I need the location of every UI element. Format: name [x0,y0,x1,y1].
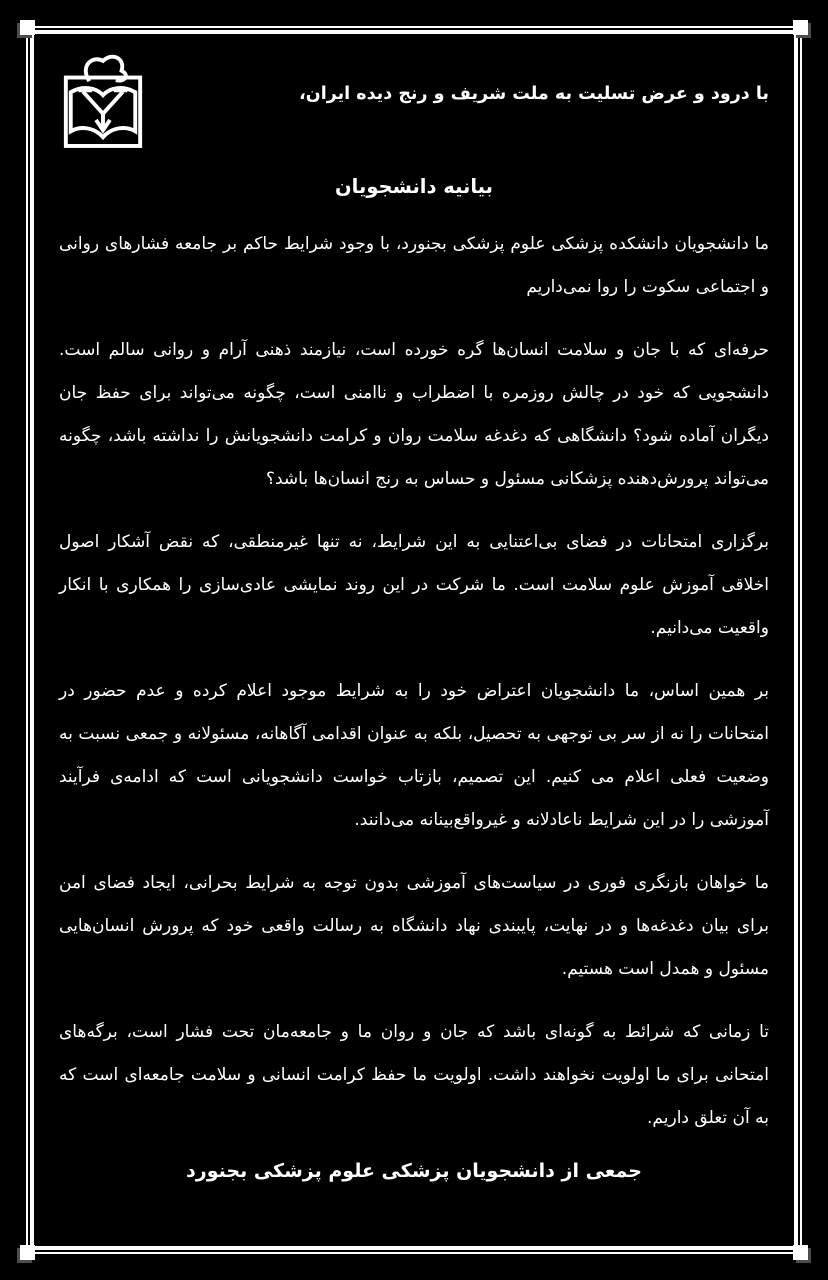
paragraph-4: بر همین اساس، ما دانشجویان اعتراض خود را به شرایط موجود اعلام کرده و عدم حضور در امتحانات را نه از سر بی توجهی به تحصیل، بلکه به عنوان اقدامی آگاهانه، مسئولانه و جمعی نسبت به وضعیت فعلی اعلام می کنیم. این تصمیم، بازتاب خواست دانشجویانی است که ادامه‌ی فرآیند آموزشی را در این شرایط ناعادلانه و غیرواقع‌بینانه می‌دانند. [59,681,769,830]
frame-corner-bottom-left [20,1245,35,1260]
paragraph-3: برگزاری امتحانات در فضای بی‌اعتنایی به این شرایط، نه تنها غیرمنطقی، که نقض آشکار اصول اخلاقی آموزش علوم سلامت است. ما شرکت در این روند نمایشی عادی‌سازی را همکاری با انکار واقعیت می‌دانیم. [59,532,769,638]
paragraph-2: حرفه‌ای که با جان و سلامت انسان‌ها گره خورده است، نیازمند ذهنی آرام و روانی سالم است. دانشجویی که خود در چالش روزمره با اضطراب و ناامنی است، چگونه می‌تواند برای حفظ جان دیگران آماده شود؟ دانشگاهی که دغدغه سلامت روان و کرامت دانشجویانش را نداشته باشد، چگونه می‌تواند پرورش‌دهنده پزشکانی مسئول و حساس به رنج انسان‌ها باشد؟ [59,340,769,489]
frame-corner-top-left [20,20,35,35]
statement-title: بیانیه دانشجویان [335,175,493,198]
paragraph-1: ما دانشجویان دانشکده پزشکی علوم پزشکی بجنورد، با وجود شرایط حاکم بر جامعه فشارهای روانی و اجتماعی سکوت را روا نمی‌داریم [59,234,769,297]
statement-body [59,223,769,1140]
open-book-tulip-logo-icon [59,51,147,151]
paragraph-5: ما خواهان بازنگری فوری در سیاست‌های آموزشی بدون توجه به شرایط بحرانی، ایجاد فضای امن برای بیان دغدغه‌ها و در نهایت، پایبندی نهاد دانشگاه به رسالت واقعی خود که پرورش انسان‌هایی مسئول و همدل است هستیم. [59,873,769,979]
frame-corner-bottom-right [793,1245,808,1260]
signature: جمعی از دانشجویان پزشکی علوم پزشکی بجنورد [186,1160,642,1182]
paragraph-6: تا زمانی که شرائط به گونه‌ای باشد که جان و روان ما و جامعه‌مان تحت فشار است، برگه‌های امتحانی برای ما اولویت نخواهند داشت. اولویت ما حفظ کرامت انسانی و سلامت جامعه‌ای است که به آن تعلق داریم. [59,1022,769,1128]
frame-corner-top-right [793,20,808,35]
header [59,51,769,151]
statement-content [59,35,769,1245]
greeting-text: با درود و عرض تسلیت به ملت شریف و رنج دیده ایران، [299,84,769,104]
